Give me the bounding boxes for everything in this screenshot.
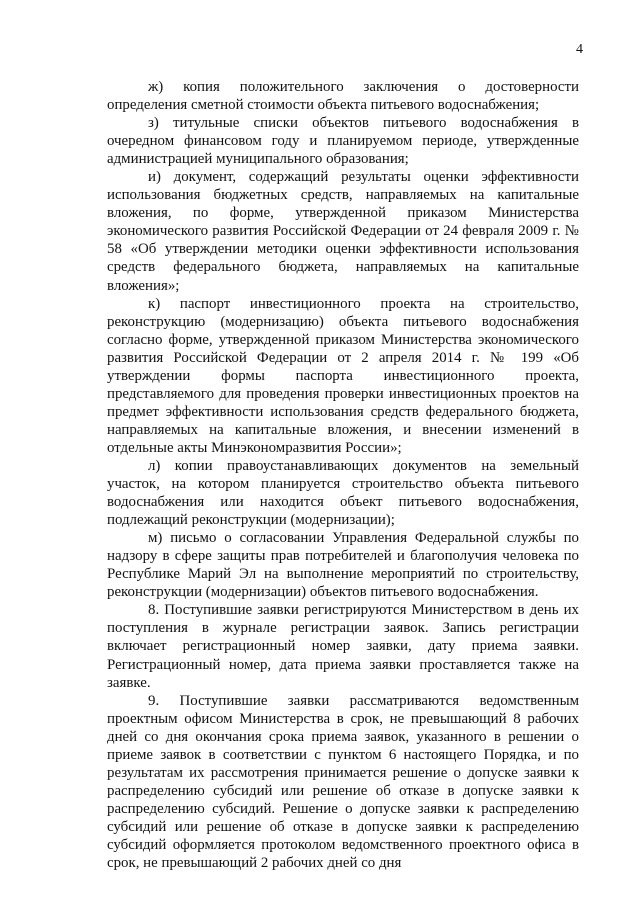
paragraph-k-investment-passport: к) паспорт инвестиционного проекта на строительство, реконструкцию (модернизацию) объекта питьевого водоснабжения согласно форме, утвержденной приказом Министерства экономического развития Российской Федерации от 2 апреля 2014 г. № 199 «Об утверждении формы паспорта инвестиционного проекта, представляемого для проведения проверки инвестиционных проектов на предмет эффективности использования средств федерального бюджета, направляемых на капитальные вложения, и внесении изменений в отдельные акты Минэкономразвития России»; [107, 295, 579, 456]
paragraph-m-approval-letter: м) письмо о согласовании Управления Федеральной службы по надзору в сфере защиты прав потребителей и благополучия человека по Республике Марий Эл на выполнение мероприятий по строительству, реконструкции (модернизации) объектов питьевого водоснабжения. [107, 530, 579, 601]
paragraph-9-review: 9. Поступившие заявки рассматриваются ведомственным проектным офисом Министерства в срок, не превышающий 8 рабочих дней со дня окончания срока приема заявок, указанного в решении о приеме заявок в соответствии с пунктом 6 настоящего Порядка, и по результатам их рассмотрения принимается решение о допуске заявки к распределению субсидий или решение об отказе в допуске заявки к распределению субсидий. Решение о допуске заявки к распределению субсидий или решение об отказе в допуске заявки к распределению субсидий оформляется протоколом ведомственного проектного офиса в срок, не превышающий 2 рабочих дней со дня [107, 692, 579, 872]
document-body [107, 78, 579, 872]
paragraph-l-land-documents: л) копии правоустанавливающих документов на земельный участок, на котором планируется строительство объекта питьевого водоснабжения или находится объект питьевого водоснабжения, подлежащий реконструкции (модернизации); [107, 457, 579, 529]
paragraph-z-title-lists: з) титульные списки объектов питьевого водоснабжения в очередном финансовом году и планируемом периоде, утвержденные администрацией муниципального образования; [107, 115, 579, 168]
paragraph-i-efficiency-document: и) документ, содержащий результаты оценки эффективности использования бюджетных средств, направляемых на капитальные вложения, по форме, утвержденной приказом Министерства экономического развития Российской Федерации от 24 февраля 2009 г. № 58 «Об утверждении методики оценки эффективности использования средств федерального бюджета, направляемых на капитальные вложения»; [107, 169, 579, 294]
paragraph-8-registration: 8. Поступившие заявки регистрируются Министерством в день их поступления в журнале регистрации заявок. Запись регистрации включает регистрационный номер заявки, дату приема заявки. Регистрационный номер, дата приема заявки проставляется также на заявке. [107, 602, 579, 691]
page-number: 4 [576, 42, 583, 57]
paragraph-zh-estimate-copy: ж) копия положительного заключения о достоверности определения сметной стоимости объекта питьевого водоснабжения; [107, 79, 579, 114]
